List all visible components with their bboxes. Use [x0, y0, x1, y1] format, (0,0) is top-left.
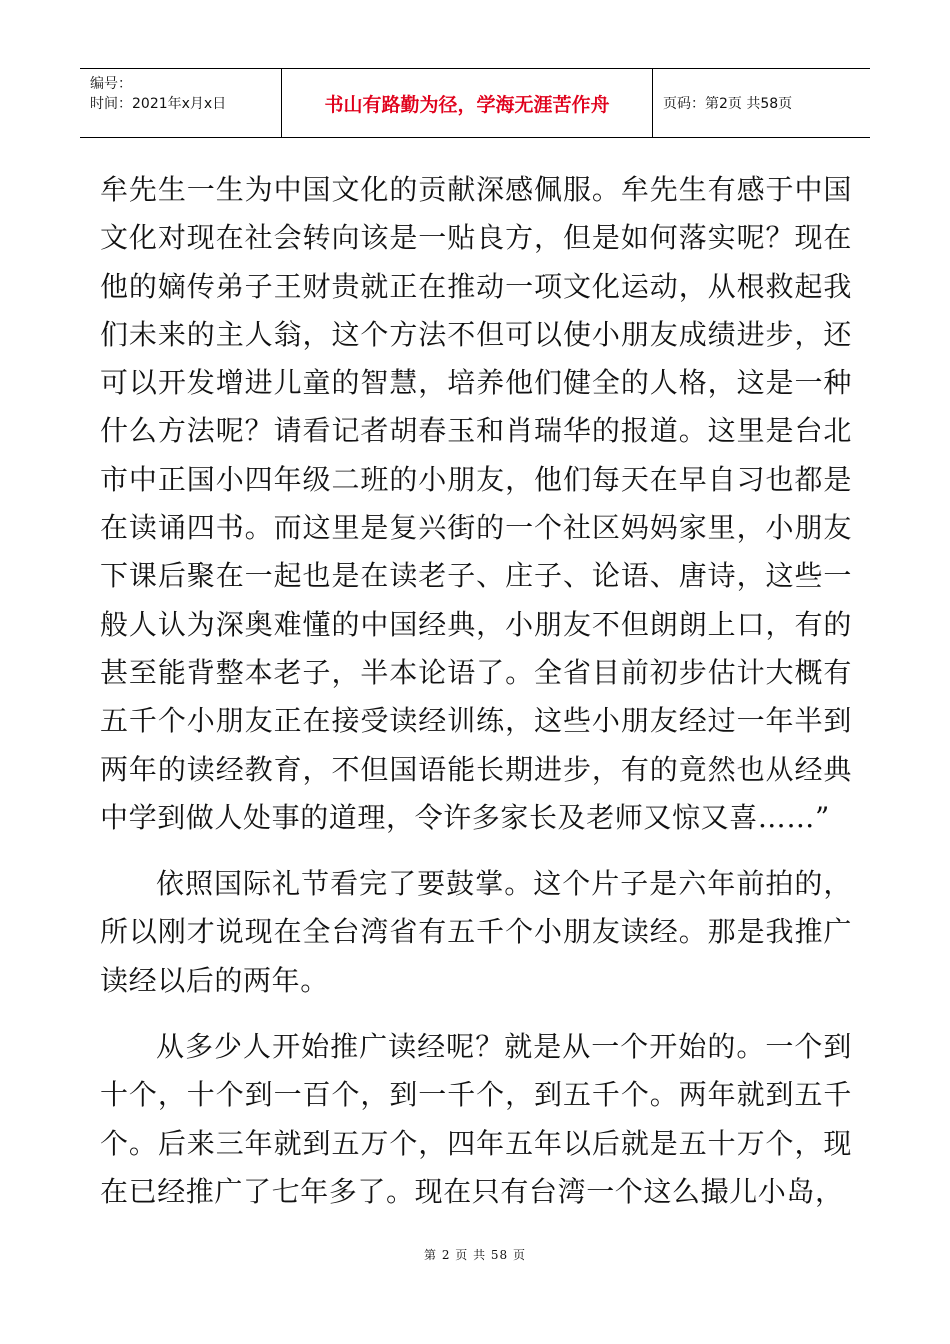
body-paragraph-1: 牟先生一生为中国文化的贡献深感佩服。牟先生有感于中国文化对现在社会转向该是一贴良方，但是如何落实呢？现在他的嫡传弟子王财贵就正在推动一项文化运动，从根救起我们未来的主人翁，这个方法不但可以使小朋友成绩进步，还可以开发增进儿童的智慧，培养他们健全的人格，这是一种什么方法呢？请看记者胡春玉和肖瑞华的报道。这里是台北市中正国小四年级二班的小朋友，他们每天在早自习也都是在读诵四书。而这里是复兴街的一个社区妈妈家里，小朋友下课后聚在一起也是在读老子、庄子、论语、唐诗，这些一般人认为深奥难懂的中国经典，小朋友不但朗朗上口，有的甚至能背整本老子，半本论语了。全省目前初步估计大概有五千个小朋友正在接受读经训练，这些小朋友经过一年半到两年的读经教育，不但国语能长期进步，有的竟然也从经典中学到做人处事的道理，令许多家长及老师又惊又喜……” — [100, 173, 852, 834]
body-paragraph-3: 从多少人开始推广读经呢？就是从一个开始的。一个到十个，十个到一百个，到一千个，到五千个。两年就到五千个。后来三年就到五万个，四年五年以后就是五十万个，现在已经推广了七年多了。现在只有台湾一个这么撮儿小岛， — [100, 1030, 852, 1208]
document-number-label: 编号： — [90, 76, 132, 92]
document-time-label: 时间：2021年x月x日 — [90, 96, 227, 112]
page-header — [80, 68, 870, 138]
body-paragraph-2: 依照国际礼节看完了要鼓掌。这个片子是六年前拍的，所以刚才说现在全台湾省有五千个小朋友读经。那是我推广读经以后的两年。 — [100, 867, 852, 997]
header-meta — [80, 69, 282, 137]
header-page-info: 页码：第2页 共58页 — [663, 96, 793, 112]
document-body — [100, 166, 852, 1216]
header-motto: 书山有路勤为径，学海无涯苦作舟 — [282, 69, 653, 137]
page-footer: 第 2 页 共 58 页 — [424, 1248, 526, 1262]
